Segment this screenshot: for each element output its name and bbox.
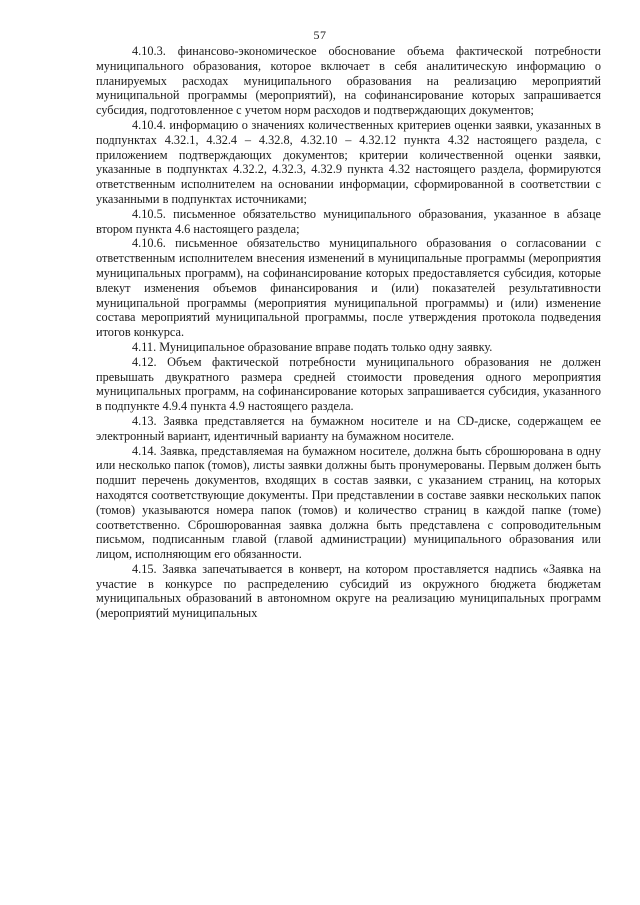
paragraph-4-10-3: 4.10.3. финансово-экономическое обоснование объема фактической потребности муниципального образования, которое включает в себя аналитическую информацию о планируемых расходах муниципального образования на реализацию мероприятий муниципальной программы (мероприятий), на софинансирование которых запрашивается субсидия, подготовленное с учетом норм расходов и подтверждающих документов;: [96, 44, 601, 118]
document-body: [96, 44, 601, 621]
paragraph-4-10-6: 4.10.6. письменное обязательство муниципального образования о согласовании с ответственным исполнителем внесения изменений в муниципальные программы (мероприятия муниципальных программ), на софинансирование которых предоставляется субсидия, которые влекут изменения объемов финансирования и (или) показателей результативности муниципальной программы (мероприятия муниципальной программы) и (или) изменение состава мероприятий муниципальной программы, после утверждения протокола подведения итогов конкурса.: [96, 236, 601, 340]
paragraph-4-14: 4.14. Заявка, представляемая на бумажном носителе, должна быть сброшюрована в одну или несколько папок (томов), листы заявки должны быть пронумерованы. Первым должен быть подшит перечень документов, входящих в состав заявки, с указанием страниц, на которых находятся соответствующие документы. При представлении в составе заявки нескольких папок (томов) указываются номера папок (томов) и количество страниц в каждой папке (томе) соответственно. Сброшюрованная заявка должна быть представлена с сопроводительным письмом, подписанным главой (главой администрации) муниципального образования или лицом, исполняющим его обязанности.: [96, 443, 601, 562]
page-number: 57: [313, 28, 327, 42]
paragraph-4-10-4: 4.10.4. информацию о значениях количественных критериев оценки заявки, указанных в подпунктах 4.32.1, 4.32.4 – 4.32.8, 4.32.10 – 4.32.12 пункта 4.32 настоящего раздела, с приложением подтверждающих документов; критерии количественной оценки заявки, указанные в подпунктах 4.32.2, 4.32.3, 4.32.9 пункта 4.32 настоящего раздела, формируются ответственным исполнителем на основании информации, сформированной в соответствии с указанными в подпунктах источниками;: [96, 117, 601, 206]
paragraph-4-15: 4.15. Заявка запечатывается в конверт, на котором проставляется надпись «Заявка на участие в конкурсе по распределению субсидий из окружного бюджета бюджетам муниципальных образований в автономном округе на реализацию муниципальных программ (мероприятий муниципальных: [96, 561, 601, 621]
paragraph-4-10-5: 4.10.5. письменное обязательство муниципального образования, указанное в абзаце втором пункта 4.6 настоящего раздела;: [96, 206, 601, 236]
paragraph-4-12: 4.12. Объем фактической потребности муниципального образования не должен превышать двукратного размера средней стоимости проведения одного мероприятия муниципальных программ, на софинансирование которых запрашивается субсидия, указанного в подпункте 4.9.4 пункта 4.9 настоящего раздела.: [96, 354, 601, 414]
paragraph-4-11: 4.11. Муниципальное образование вправе подать только одну заявку.: [132, 339, 493, 354]
paragraph-4-13: 4.13. Заявка представляется на бумажном носителе и на CD-диске, содержащем ее электронный вариант, идентичный варианту на бумажном носителе.: [96, 413, 601, 443]
